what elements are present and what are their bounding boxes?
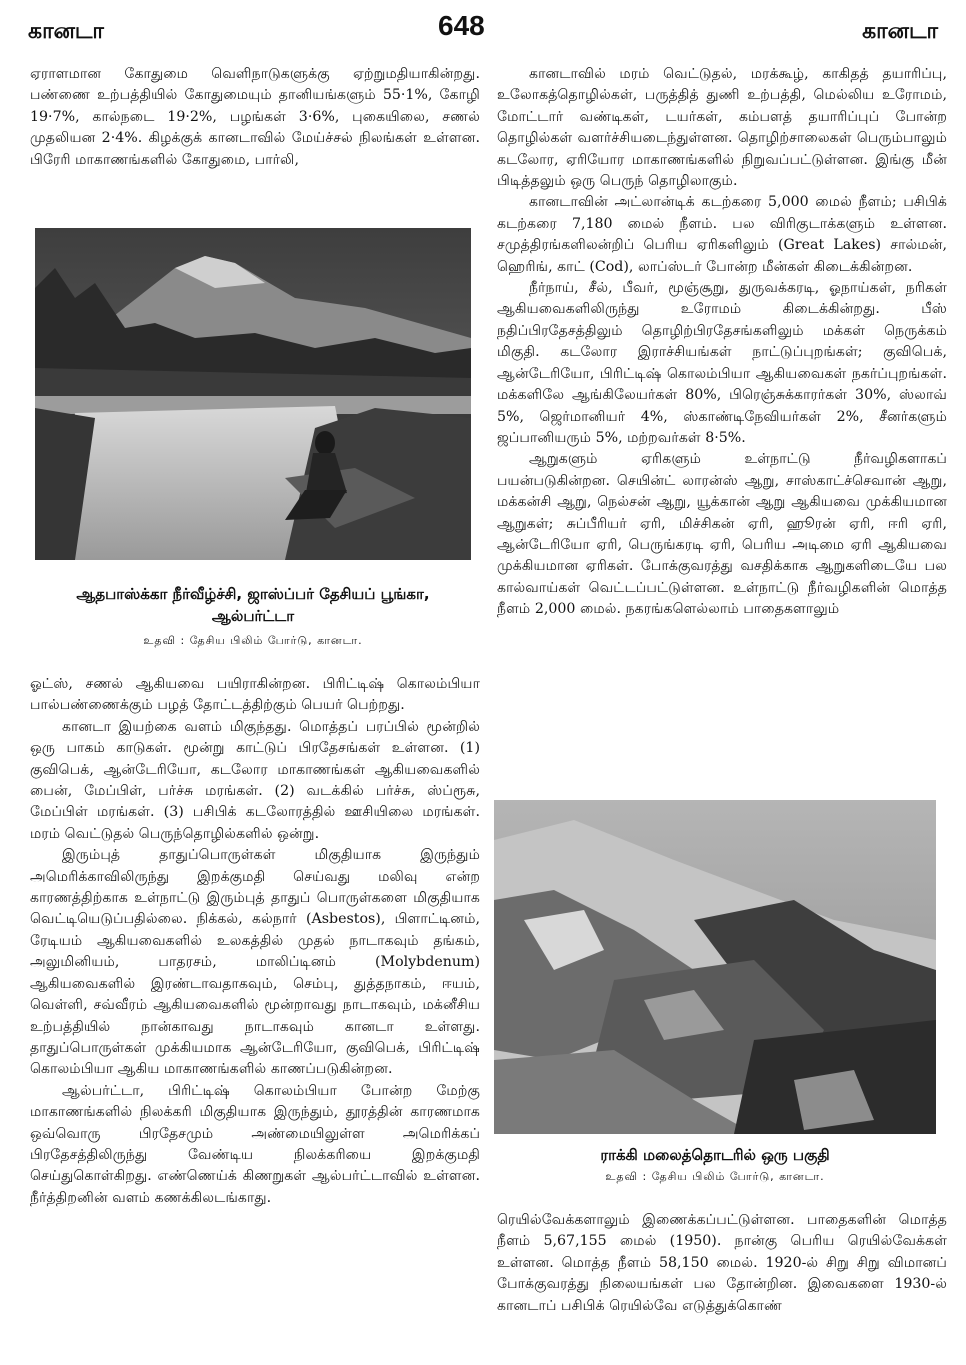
right-column-top xyxy=(497,64,947,796)
falls-photo-caption: ஆதபாஸ்க்கா நீர்வீழ்ச்சி, ஜாஸ்ப்பர் தேசியப் பூங்கா, ஆல்பர்ட்டா xyxy=(76,585,430,625)
falls-photo-credit: உதவி : தேசிய பிலிம் போர்டு, கானடா. xyxy=(143,634,363,647)
paragraph: ஓட்ஸ், சணல் ஆகியவை பயிராகின்றன. பிரிட்டிஷ் கொலம்பியா பால்பண்ணைக்கும் பழத் தோட்டத்திற்கும் பெயர் பெற்றது. xyxy=(30,676,480,714)
waterfall-photo-image xyxy=(35,228,471,560)
paragraph: கானடாவில் மரம் வெட்டுதல், மரக்கூழ், காகிதத் தயாரிப்பு, உலோகத்தொழில்கள், பருத்தித் துணி உற்பத்தி, மெல்லிய உரோமம், மோட்டார் வண்டிகள், டயர்கள், கம்பளத் தயாரிப்புப் போன்ற தொழில்கள் வளர்ச்சியடைந்துள்ளன. தொழிற்சாலைகள் பெரும்பாலும் கடலோர, ஏரியோர மாகாணங்களில் நிறுவப்பட்டுள்ளன. இங்கு மீன் பிடித்தலும் ஒரு பெருந் தொழிலாகும். xyxy=(497,66,947,190)
running-title-left: கானடா xyxy=(28,18,104,44)
paragraph: ஆல்பர்ட்டா, பிரிட்டிஷ் கொலம்பியா போன்ற மேற்கு மாகாணங்களில் நிலக்கரி மிகுதியாக இருந்தும், தூரத்தின் காரணமாக ஒவ்வொரு பிரதேசமும் அண்மையிலுள்ள அமெரிக்கப் பிரதேசத்திலிருந்து வேண்டிய நிலக்கரியை இறக்குமதி செய்துகொள்கிறது. எண்ணெய்க் கிணறுகள் ஆல்பர்ட்டாவில் உள்ளன. நீர்த்திறனின் வளம் கணக்கிலடங்காது. xyxy=(30,1082,480,1206)
left-column-bottom xyxy=(30,674,480,1364)
paragraph: நீர்நாய், சீல், பீவர், மூஞ்சூறு, துருவக்கரடி, ஓநாய்கள், நரிகள் ஆகியவைகளிலிருந்து உரோமம் கிடைக்கின்றது. பீஸ் நதிப்பிரதேசத்திலும் தொழிற்பிரதேசங்களிலும் மக்கள் நெருக்கம் மிகுதி. கடலோர இராச்சியங்கள் நாட்டுப்புறங்கள்; குவிபெக், ஆன்டேரியோ, பிரிட்டிஷ் கொலம்பியா ஆகியவைகள் நகர்ப்புறங்கள். மக்களிலே ஆங்கிலேயர்கள் 80%, பிரெஞ்சுக்காரர்கள் 30%, ஸ்லாவ் 5%, ஜெர்மானியர் 4%, ஸ்காண்டிநேவியர்கள் 2%, சீனர்களும் ஜப்பானியரும் 5%, மற்றவர்கள் 8·5%. xyxy=(497,280,947,446)
athabasca-falls-photo xyxy=(35,228,471,560)
running-title-right: கானடா xyxy=(862,18,938,44)
rocky-mountains-photo xyxy=(494,800,936,1134)
paragraph: கானடாவின் அட்லான்டிக் கடற்கரை 5,000 மைல் நீளம்; பசிபிக் கடற்கரை 7,180 மைல் நீளம். பல விரிகுடாக்களும் உள்ளன. சமுத்திரங்களிலன்றிப் பெரிய ஏரிகளிலும் (Great Lakes) சால்மன், ஹெரிங், காட் (Cod), லாப்ஸ்டர் போன்ற மீன்கள் கிடைக்கின்றன. xyxy=(497,194,947,275)
mountain-photo-image xyxy=(494,800,936,1134)
paragraph: ரெயில்வேக்களாலும் இணைக்கப்பட்டுள்ளன. பாதைகளின் மொத்த நீளம் 5,67,155 மைல் (1950). நான்கு பெரிய ரெயில்வேக்கள் உள்ளன. மொத்த நீளம் 58,150 மைல். 1920-ல் சிறு சிறு விமானப் போக்குவரத்து நிலையங்கள் பல தோன்றின. இவைகளை 1930-ல் கானடாப் பசிபிக் ரெயில்வே எடுத்துக்கொண் xyxy=(497,1212,947,1314)
page-header xyxy=(0,0,966,60)
right-column-bottom xyxy=(497,1210,947,1362)
page-number: 648 xyxy=(438,10,485,41)
paragraph: கானடா இயற்கை வளம் மிகுந்தது. மொத்தப் பரப்பில் மூன்றில் ஒரு பாகம் காடுகள். மூன்று காட்டுப் பிரதேசங்கள் உள்ளன. (1) குவிபெக், ஆன்டேரியோ, கடலோர மாகாணங்கள் ஆகியவைகளில் பைன், மேப்பிள், பர்ச்சு மரங்கள். (2) வடக்கில் பர்ச்சு, ஸ்ப்ரூசு, மேப்பிள் மரங்கள். (3) பசிபிக் கடலோரத்தில் ஊசியிலை மரங்கள். மரம் வெட்டுதல் பெருந்தொழில்களில் ஒன்று. xyxy=(30,718,480,842)
rocky-photo-caption: ராக்கி மலைத்தொடரில் ஒரு பகுதி xyxy=(600,1146,830,1164)
paragraph: ஆறுகளும் ஏரிகளும் உள்நாட்டு நீர்வழிகளாகப் பயன்படுகின்றன. செயின்ட் லாரன்ஸ் ஆறு, சாஸ்காட்ச்செவான் ஆறு, மக்கன்சி ஆறு, நெல்சன் ஆறு, யூக்கான் ஆறு ஆகியவை முக்கியமான ஆறுகள்; சுப்பீரியர் ஏரி, மிச்சிகன் ஏரி, ஹூரன் ஏரி, ஈரி ஏரி, ஆன்டேரியோ ஏரி, பெருங்கரடி ஏரி, பெரிய அடிமை ஏரி ஆகியவை முக்கியமான ஏரிகள். போக்குவரத்து வசதிக்காக ஆறுகளிடையே பல கால்வாய்கள் வெட்டப்பட்டுள்ளன. உள்நாட்டு நீர்வழிகளின் மொத்த நீளம் 2,000 மைல். நகரங்களெல்லாம் பாதைகளாலும் xyxy=(497,451,947,618)
paragraph: ஏராளமான கோதுமை வெளிநாடுகளுக்கு ஏற்றுமதியாகின்றது. பண்ணை உற்பத்தியில் கோதுமையும் தானியங்களும் 55·1%, கோழி 19·7%, கால்நடை 19·2%, பழங்கள் 3·6%, புகையிலை, சணல் முதலியன 2·4%. கிழக்குக் கானடாவில் மேய்ச்சல் நிலங்கள் உள்ளன. பிரேரி மாகாணங்களில் கோதுமை, பார்லி, xyxy=(30,66,480,168)
rocky-photo-credit: உதவி : தேசிய பிலிம் போர்டு, கானடா. xyxy=(605,1170,825,1183)
paragraph: இரும்புத் தாதுப்பொருள்கள் மிகுதியாக இருந்தும் அமெரிக்காவிலிருந்து இறக்குமதி செய்வது மலிவு என்ற காரணத்திற்காக உள்நாட்டு இரும்புத் தாதுப் பொருள்களை மிகுதியாக வெட்டியெடுப்பதில்லை. நிக்கல், கல்நார் (Asbestos), பிளாட்டினம், ரேடியம் ஆகியவைகளில் உலகத்தில் முதல் நாடாகவும் தங்கம், அலுமினியம், பாதரசம், மாலிப்டினம் (Molybdenum) ஆகியவைகளில் இரண்டாவதாகவும், செம்பு, துத்தநாகம், ஈயம், வெள்ளி, சவ்வீரம் ஆகியவைகளில் மூன்றாவது நாடாகவும், மக்னீசிய உற்பத்தியில் நான்காவது நாடாகவும் கானடா உள்ளது. தாதுப்பொருள்கள் முக்கியமாக ஆன்டேரியோ, குவிபெக், பிரிட்டிஷ் கொலம்பியா ஆகிய மாகாணங்களில் காணப்படுகின்றன. xyxy=(30,847,480,1078)
left-column-top xyxy=(30,64,480,171)
